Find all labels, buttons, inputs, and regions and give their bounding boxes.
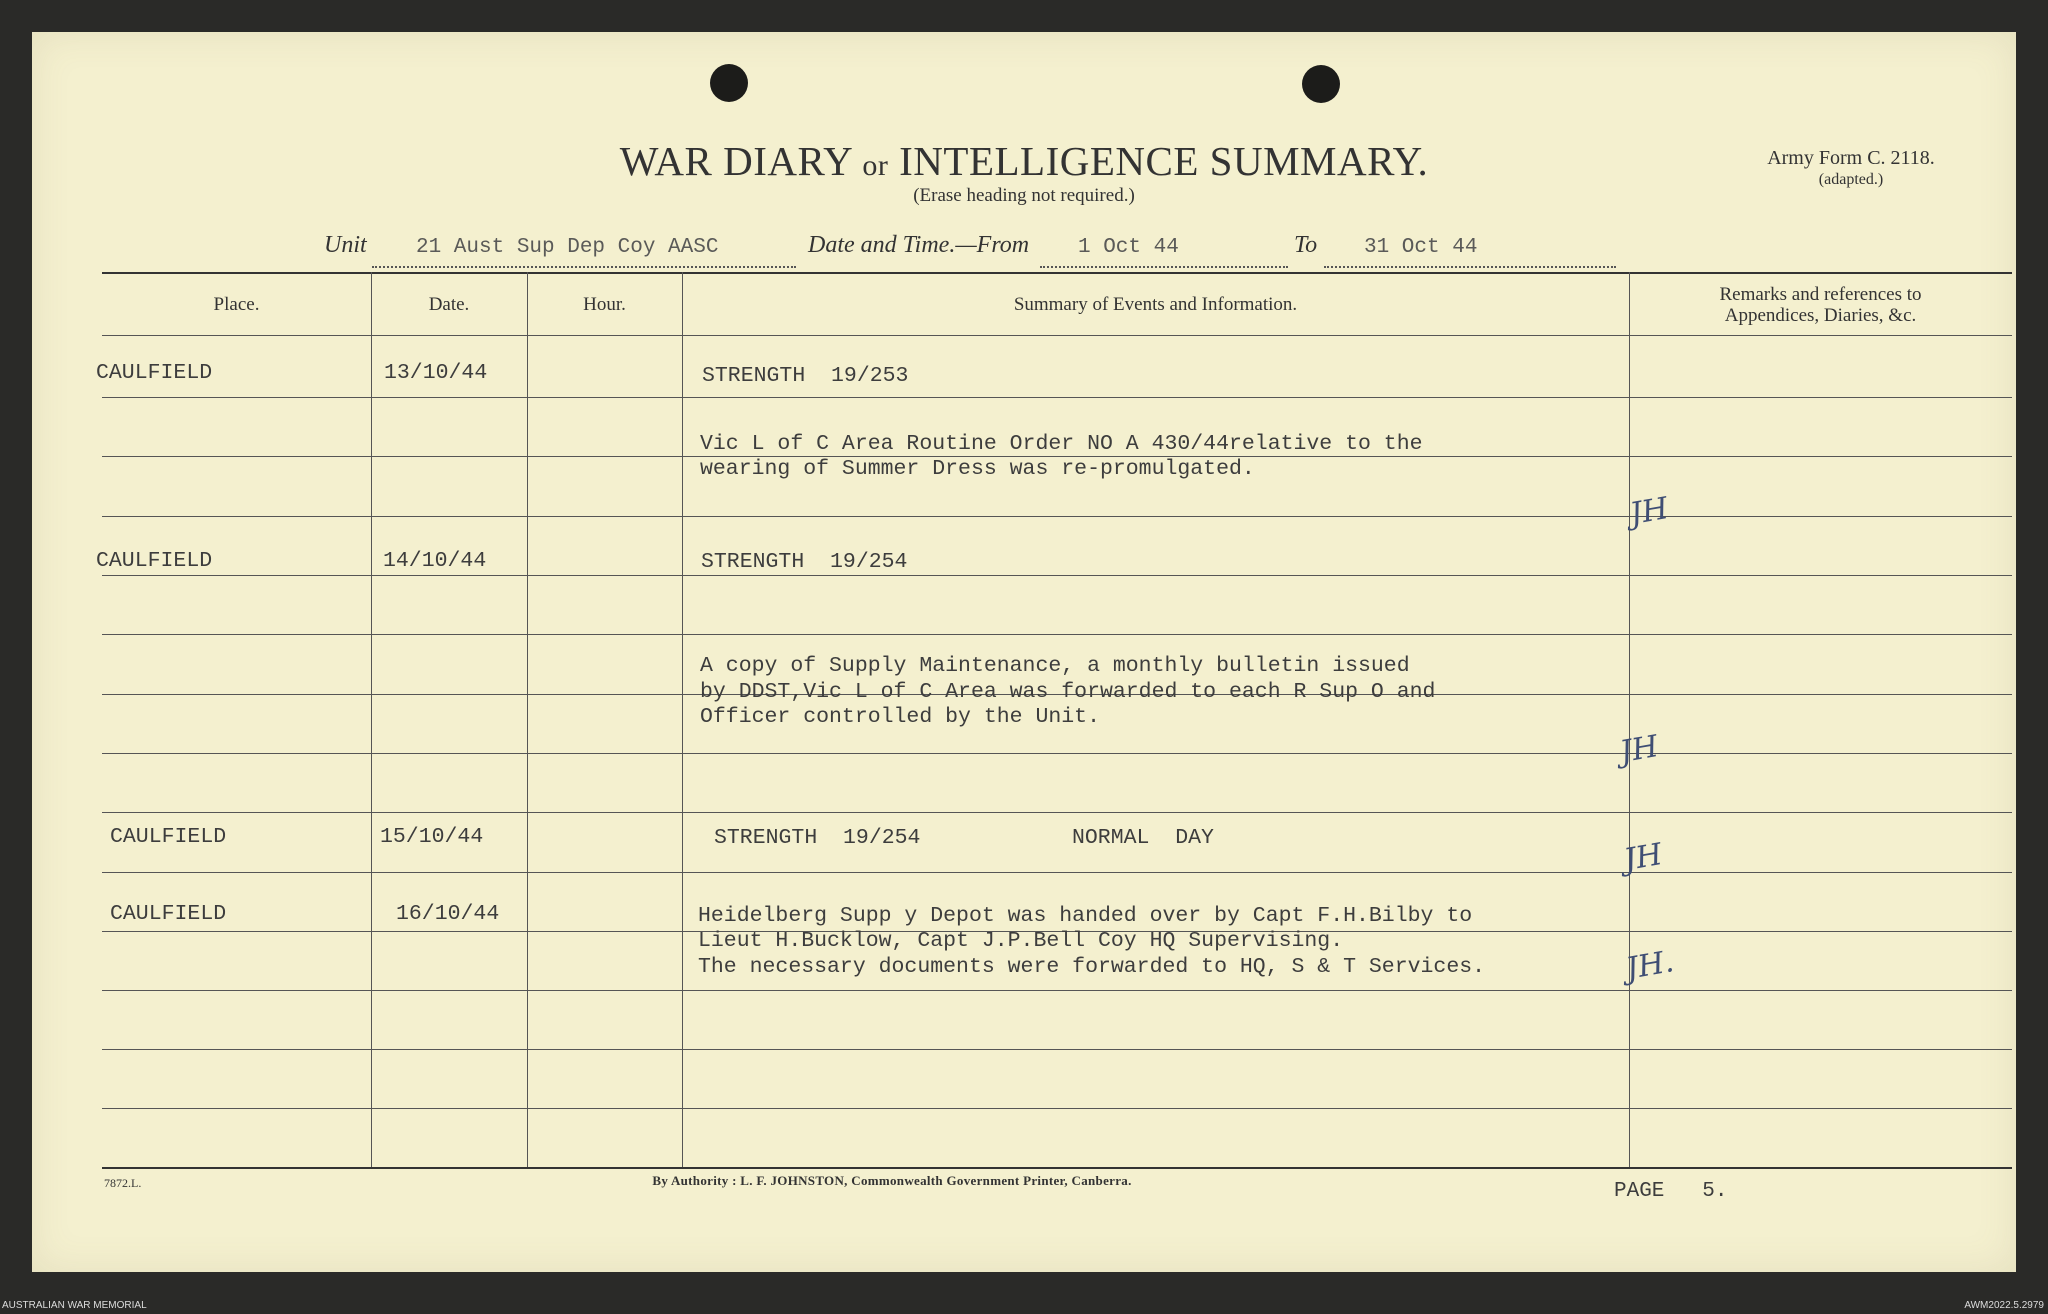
- entry-strength: STRENGTH 19/254: [714, 826, 921, 850]
- entry-text-line: Officer controlled by the Unit.: [700, 705, 1100, 729]
- archive-caption: AUSTRALIAN WAR MEMORIAL: [2, 1300, 147, 1311]
- initials-signature: JH.: [1623, 944, 1677, 987]
- form-name: Army Form C. 2118.: [1767, 147, 1935, 169]
- row-rule: [102, 990, 2012, 991]
- entry-place: CAULFIELD: [110, 902, 227, 926]
- entry-text-line: wearing of Summer Dress was re-promulgated.: [700, 457, 1255, 481]
- unit-dotted-line: [372, 265, 796, 268]
- row-rule: [102, 575, 2012, 576]
- table-bottom-rule: [102, 1167, 2012, 1169]
- entry-date: 15/10/44: [380, 825, 484, 849]
- remarks-header-line2: Appendices, Diaries, &c.: [1724, 305, 1917, 326]
- entry-strength: STRENGTH 19/254: [701, 550, 908, 574]
- row-rule: [102, 634, 2012, 635]
- entry-place: CAULFIELD: [96, 361, 213, 385]
- initials-signature: JH: [1627, 490, 1671, 533]
- unit-label: Unit: [324, 232, 367, 258]
- entry-text-line: The necessary documents were forwarded to HQ, S & T Services.: [698, 955, 1486, 979]
- to-dotted-line: [1324, 265, 1616, 268]
- row-rule: [102, 1108, 2012, 1109]
- row-rule: [102, 753, 2012, 754]
- entry-text-line: Heidelberg Supp y Depot was handed over by Capt F.H.Bilby to: [698, 904, 1473, 928]
- entry-place: CAULFIELD: [96, 549, 213, 573]
- col-divider-summary: [1629, 272, 1630, 1167]
- col-header-summary: Summary of Events and Information.: [1013, 294, 1298, 315]
- col-divider-hour: [682, 272, 683, 1167]
- row-rule: [102, 397, 2012, 398]
- col-header-hour: Hour.: [583, 294, 626, 315]
- col-header-place: Place.: [213, 294, 260, 315]
- row-rule: [102, 1049, 2012, 1050]
- table-top-rule: [102, 272, 2012, 274]
- entry-note: NORMAL DAY: [1072, 826, 1214, 850]
- form-code: 7872.L.: [104, 1176, 142, 1190]
- unit-value: 21 Aust Sup Dep Coy AASC: [416, 236, 719, 259]
- header-rule: [102, 335, 2012, 336]
- entry-text-line: A copy of Supply Maintenance, a monthly bulletin issued: [700, 654, 1410, 678]
- row-rule: [102, 872, 2012, 873]
- printer-authority: By Authority : L. F. JOHNSTON, Commonwealth Government Printer, Canberra.: [652, 1173, 1132, 1188]
- title-or: or: [862, 149, 889, 182]
- row-rule: [102, 812, 2012, 813]
- punch-hole-right: [1302, 65, 1340, 103]
- diary-page: [32, 32, 2016, 1272]
- entry-date: 16/10/44: [396, 902, 500, 926]
- initials-signature: JH: [1621, 836, 1665, 879]
- entry-text-line: Lieut H.Bucklow, Capt J.P.Bell Coy HQ Supervising.: [698, 929, 1344, 953]
- date-from-label: Date and Time.—From: [808, 232, 1030, 258]
- title-subtitle: (Erase heading not required.): [913, 185, 1135, 206]
- form-identifier: [1756, 148, 1946, 190]
- to-value: 31 Oct 44: [1364, 236, 1478, 259]
- entry-text-line: Vic L of C Area Routine Order NO A 430/44relative to the: [700, 432, 1423, 456]
- from-dotted-line: [1040, 265, 1288, 268]
- punch-hole-left: [710, 64, 748, 102]
- entry-strength: STRENGTH 19/253: [702, 364, 909, 388]
- from-value: 1 Oct 44: [1078, 236, 1179, 259]
- title-intelligence-summary: INTELLIGENCE SUMMARY.: [899, 138, 1429, 184]
- col-header-remarks: [1629, 284, 2012, 326]
- page-title: [32, 137, 2016, 185]
- col-divider-place: [371, 272, 372, 1167]
- reference-caption: AWM2022.5.2979: [1964, 1300, 2044, 1311]
- entry-text-line: by DDST,Vic L of C Area was forwarded to each R Sup O and: [700, 680, 1436, 704]
- initials-signature: JH: [1617, 728, 1661, 771]
- entry-place: CAULFIELD: [110, 825, 227, 849]
- row-rule: [102, 516, 2012, 517]
- col-divider-date: [527, 272, 528, 1167]
- entry-date: 14/10/44: [383, 549, 487, 573]
- col-header-date: Date.: [428, 294, 470, 315]
- page-number: PAGE 5.: [1614, 1180, 1728, 1203]
- remarks-header-line1: Remarks and references to: [1719, 284, 1922, 305]
- title-war-diary: WAR DIARY: [619, 138, 852, 184]
- to-label: To: [1294, 232, 1318, 258]
- form-note: (adapted.): [1818, 171, 1884, 188]
- entry-date: 13/10/44: [384, 361, 488, 385]
